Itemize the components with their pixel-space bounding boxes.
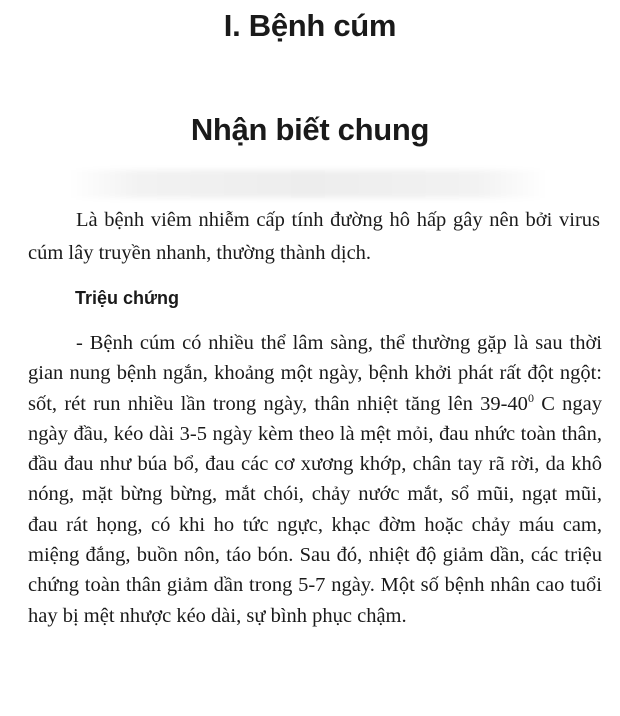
- chapter-title: I. Bệnh cúm: [223, 8, 397, 43]
- symptoms-text-part-2: C ngay ngày đầu, kéo dài 3-5 ngày kèm theo là mệt mỏi, đau nhức toàn thân, đầu đau như búa bổ, đau các cơ xương khớp, chân tay rã rời, da khô nóng, mặt bừng bừng, mắt chói, chảy nước mắt, sổ mũi, ngạt mũi, đau rát họng, có khi ho tức ngực, khạc đờm hoặc chảy máu cam, miệng đắng, buồn nôn, táo bón. Sau đó, nhiệt độ giảm dần, các triệu chứng toàn thân giảm dần trong 5-7 ngày. Một số bệnh nhân cao tuổi hay bị mệt nhược kéo dài, sự bình phục chậm.: [28, 392, 603, 627]
- symptoms-heading: Triệu chứng: [75, 288, 180, 308]
- symptoms-text-part-1: - Bệnh cúm có nhiều thể lâm sàng, thể thường gặp là sau thời gian nung bệnh ngắn, khoảng một ngày, bệnh khởi phát rất đột ngột: sốt, rét run nhiều lần trong ngày, thân nhiệt tăng lên 39-40: [28, 332, 602, 415]
- degree-superscript: 0: [527, 390, 534, 405]
- symptoms-paragraph: [28, 328, 602, 631]
- intro-paragraph: Là bệnh viêm nhiễm cấp tính đường hô hấp gây nên bởi virus cúm lây truyền nhanh, thường thành dịch.: [28, 209, 600, 264]
- section-title: Nhận biết chung: [190, 112, 430, 147]
- show-through-shadow: [68, 170, 548, 198]
